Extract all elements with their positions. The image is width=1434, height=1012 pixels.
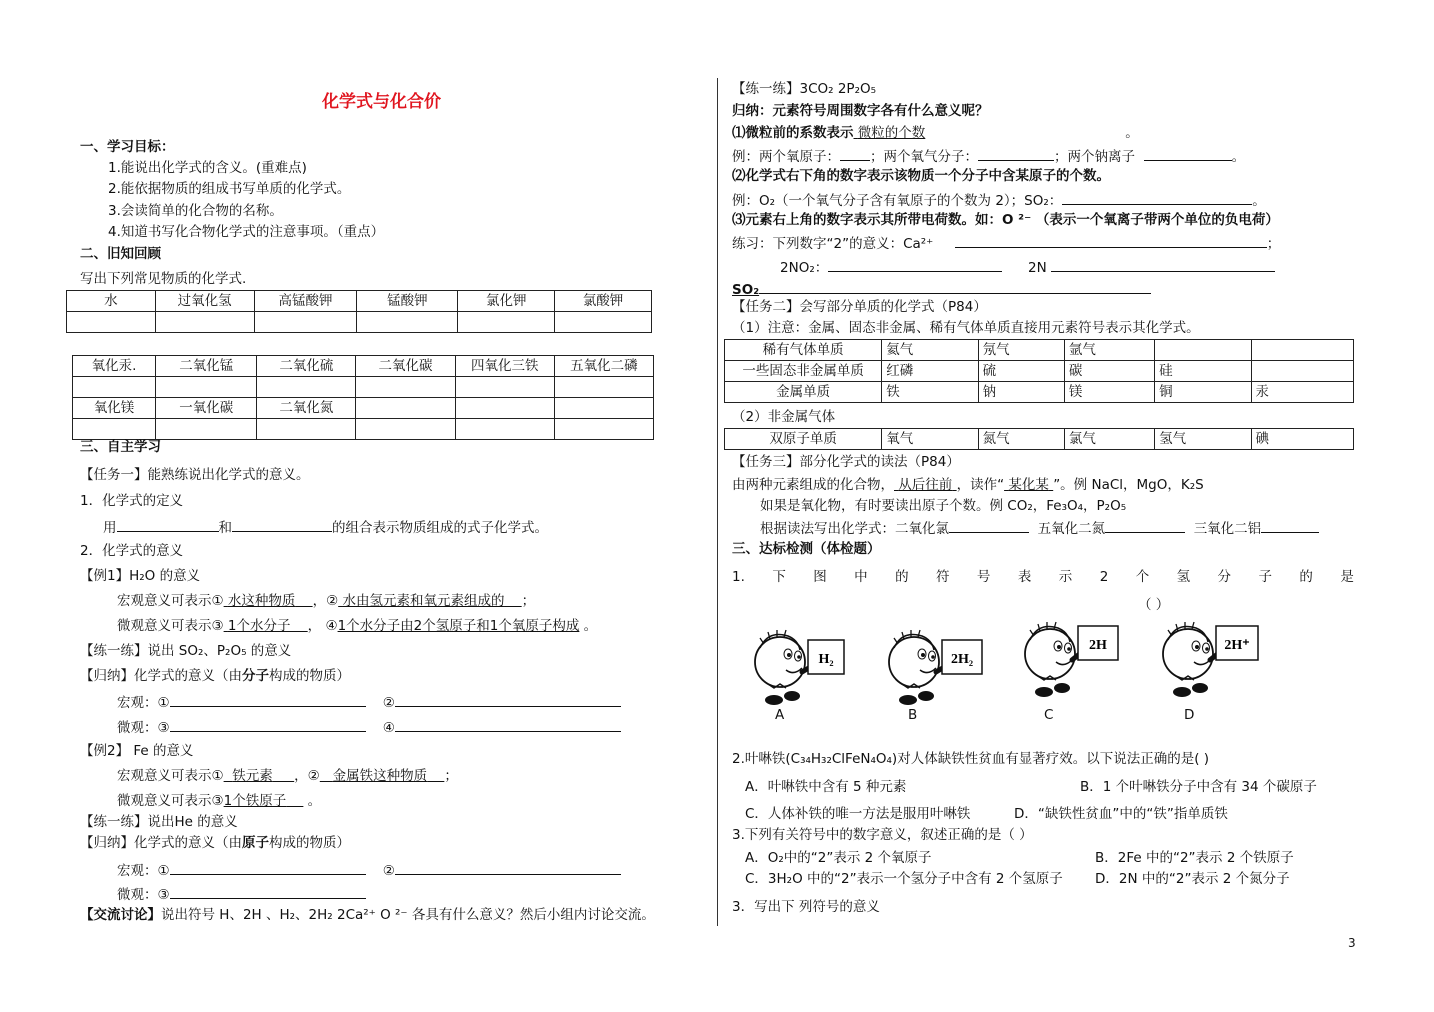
table-cell: 碘	[1251, 429, 1354, 450]
example-1-micro: 微观意义可表示③ 1个水分子 ， ④1个水分子由2个氢原子和1个氧原子构成 。	[117, 618, 598, 634]
goal-item: 4.知道书写化合物化学式的注意事项。（重点）	[108, 224, 385, 240]
table-cell: 氧化汞.	[73, 356, 156, 377]
figure-a-label: A	[775, 707, 785, 723]
table-cell: 氧气	[882, 429, 978, 450]
goal-item: 2.能依据物质的组成书写单质的化学式。	[108, 181, 351, 197]
answer-cell[interactable]	[455, 419, 554, 440]
answer-cell[interactable]	[554, 419, 653, 440]
cartoon-character-icon	[878, 620, 998, 720]
column-divider	[717, 78, 718, 926]
figure-b[interactable]	[878, 620, 998, 720]
blank[interactable]	[828, 257, 1002, 272]
table-cell: 氦气	[882, 340, 978, 361]
table-cell: 氧化镁	[73, 398, 156, 419]
table-cell: 氮气	[978, 429, 1064, 450]
section-2-heading: 二、旧知回顾	[80, 246, 161, 262]
blank[interactable]	[1105, 518, 1185, 533]
answer-cell[interactable]	[73, 419, 156, 440]
blank[interactable]	[955, 233, 1267, 248]
question-2-option-d[interactable]: D．“缺铁性贫血”中的“铁”指单质铁	[1014, 806, 1228, 822]
summary-2-micro: 微观：③	[117, 884, 366, 904]
answer-cell[interactable]	[73, 377, 156, 398]
table-cell: 稀有气体单质	[725, 340, 882, 361]
table-cell: 锰酸钾	[357, 291, 458, 312]
blank[interactable]	[1144, 146, 1232, 161]
table-cell	[1251, 361, 1354, 382]
answer-cell[interactable]	[458, 312, 555, 333]
table-cell	[1251, 340, 1354, 361]
rule-3-exercise: 练习：下列数字“2”的意义：Ca²⁺ ；	[732, 233, 1280, 253]
blank[interactable]	[978, 146, 1054, 161]
answer-cell[interactable]	[554, 377, 653, 398]
table-cell: 汞	[1251, 382, 1354, 403]
discussion: 【交流讨论】说出符号 H、2H 、H₂、2H₂ 2Ca²⁺ O ²⁻ 各具有什么意义？然后小组内讨论交流。	[80, 907, 655, 923]
blank[interactable]	[949, 518, 1029, 533]
table-cell: 水	[67, 291, 156, 312]
figure-a[interactable]	[744, 620, 864, 720]
table-cell: 氯气	[1064, 429, 1154, 450]
section-1-heading: 一、学习目标：	[80, 139, 175, 155]
gas-table	[724, 428, 1354, 450]
section-4-heading: 三、达标检测（体检题）	[732, 541, 881, 557]
goal-item: 1.能说出化学式的含义。(重难点)	[108, 160, 307, 176]
definition-heading: 1．化学式的定义	[80, 493, 184, 509]
blank[interactable]	[232, 517, 332, 532]
svg-text:2H⁺: 2H⁺	[1224, 638, 1250, 653]
table-cell: 一些固态非金属单质	[725, 361, 882, 382]
task-2: 【任务二】会写部分单质的化学式（P84）	[732, 299, 987, 315]
svg-text:H₂: H₂	[818, 652, 834, 667]
summary-2: 【归纳】化学式的意义（由原子构成的物质）	[80, 835, 350, 851]
blank[interactable]	[840, 146, 870, 161]
table-cell: 氯化钾	[458, 291, 555, 312]
elements-table	[724, 339, 1354, 403]
note-1: （1）注意：金属、固态非金属、稀有气体单质直接用元素符号表示其化学式。	[732, 320, 1200, 336]
question-3-option-a[interactable]: A．O₂中的“2”表示 2 个氧原子	[745, 850, 932, 866]
practice-1: 【练一练】说出 SO₂、P₂O₅ 的意义	[80, 643, 292, 659]
summary-1-micro: 微观：③ ④	[117, 717, 621, 737]
reading-rule: 由两种元素组成的化合物， 从后往前 ，读作“ 某化某 ”。例 NaCl，MgO，K₂S	[732, 477, 1204, 493]
page-number: 3	[1348, 936, 1356, 950]
example-2-micro: 微观意义可表示③1个铁原子 。	[117, 793, 322, 809]
goal-item: 3.会读简单的化合物的名称。	[108, 203, 283, 219]
table-cell: 红磷	[882, 361, 978, 382]
table-cell: 过氧化氢	[155, 291, 254, 312]
blank[interactable]	[759, 279, 1151, 294]
table-cell: 氩气	[1064, 340, 1154, 361]
question-3-option-d[interactable]: D．2N 中的“2”表示 2 个氮分子	[1095, 871, 1290, 887]
figure-b-label: B	[908, 707, 918, 723]
rule-3-so2: SO₂	[732, 279, 1151, 299]
blank[interactable]	[170, 884, 366, 899]
blank[interactable]	[1261, 518, 1319, 533]
rule-2-example: 例：O₂（一个氧气分子含有氧原子的个数为 2）；SO₂： 。	[732, 190, 1266, 210]
table-cell: 硅	[1155, 361, 1251, 382]
blank[interactable]	[170, 692, 366, 707]
table-cell: 一氧化碳	[156, 398, 257, 419]
question-3-option-b[interactable]: B．2Fe 中的“2”表示 2 个铁原子	[1095, 850, 1294, 866]
example-1: 【例1】H₂O 的意义	[80, 568, 201, 584]
question-1: 1. 下 图 中 的 符 号 表 示 2 个 氢 分 子 的 是	[732, 569, 1354, 585]
cartoon-character-icon	[1014, 612, 1139, 712]
answer-cell[interactable]	[156, 419, 257, 440]
question-4: 3．写出下 列符号的意义	[732, 899, 880, 915]
answer-cell[interactable]	[356, 419, 455, 440]
table-cell: 二氧化锰	[156, 356, 257, 377]
table-cell: 四氧化三铁	[455, 356, 554, 377]
summary-2-macro: 宏观：① ②	[117, 860, 621, 880]
figure-c[interactable]	[1014, 612, 1139, 712]
section-2-intro: 写出下列常见物质的化学式.	[80, 271, 247, 287]
blank[interactable]	[1051, 257, 1275, 272]
table-cell: 铁	[882, 382, 978, 403]
summary-3: 归纳：元素符号周围数字各有什么意义呢？	[732, 103, 989, 119]
table-cell: 双原子单质	[725, 429, 882, 450]
note-2: （2）非金属气体	[732, 409, 836, 425]
blank[interactable]	[395, 692, 621, 707]
answer-cell[interactable]	[257, 377, 356, 398]
page-title: 化学式与化合价	[322, 92, 441, 112]
figure-c-label: C	[1044, 707, 1054, 723]
table-cell: 二氧化碳	[356, 356, 455, 377]
summary-1-macro: 宏观：① ②	[117, 692, 621, 712]
figure-d-label: D	[1184, 707, 1195, 723]
svg-text:2H: 2H	[1089, 638, 1107, 653]
table-cell: 氯酸钾	[555, 291, 652, 312]
blank[interactable]	[395, 860, 621, 875]
example-2: 【例2】 Fe 的意义	[80, 743, 194, 759]
answer-cell[interactable]	[357, 312, 458, 333]
blank[interactable]	[395, 717, 621, 732]
svg-text:2H₂: 2H₂	[950, 652, 974, 667]
rule-3: ⑶元素右上角的数字表示其所带电荷数。如：O ²⁻ （表示一个氧离子带两个单位的负电荷）	[732, 212, 1279, 228]
question-2: 2.叶啉铁(C₃₄H₃₂ClFeN₄O₄)对人体缺铁性贫血有显著疗效。以下说法正确的是( )	[732, 751, 1210, 767]
question-3: 3.下列有关符号中的数字意义，叙述正确的是（ ）	[732, 827, 1033, 843]
table-cell: 钠	[978, 382, 1064, 403]
blank[interactable]	[170, 860, 366, 875]
blank[interactable]	[117, 517, 219, 532]
table-cell	[455, 398, 554, 419]
answer-cell[interactable]	[356, 377, 455, 398]
summary-1: 【归纳】化学式的意义（由分子构成的物质）	[80, 668, 350, 684]
table-cell: 硫	[978, 361, 1064, 382]
rule-3-no2: 2NO₂： 2N	[780, 257, 1275, 277]
table-cell: 氖气	[978, 340, 1064, 361]
practice-3: 【练一练】3CO₂ 2P₂O₅	[732, 81, 877, 97]
answer-cell[interactable]	[257, 419, 356, 440]
table-cell	[356, 398, 455, 419]
reading-oxide: 如果是氧化物，有时要读出原子个数。例 CO₂，Fe₃O₄，P₂O₅	[760, 498, 1127, 514]
cartoon-character-icon	[744, 620, 864, 720]
answer-cell[interactable]	[67, 312, 156, 333]
question-2-option-a[interactable]: A．叶啉铁中含有 5 种元素	[745, 779, 907, 795]
table-cell	[1155, 340, 1251, 361]
section-3-heading: 三、自主学习	[80, 439, 161, 455]
task-1: 【任务一】能熟练说出化学式的意义。	[80, 467, 310, 483]
meaning-heading: 2．化学式的意义	[80, 543, 184, 559]
table-cell: 氢气	[1155, 429, 1251, 450]
practice-2: 【练一练】说出He 的意义	[80, 814, 238, 830]
table-cell: 五氧化二磷	[554, 356, 653, 377]
table-cell	[554, 398, 653, 419]
answer-cell[interactable]	[555, 312, 652, 333]
table-cell: 铜	[1155, 382, 1251, 403]
formula-table-2	[72, 355, 654, 440]
example-2-macro: 宏观意义可表示① 铁元素 ，② 金属铁这种物质 ；	[117, 768, 458, 784]
table-cell: 镁	[1064, 382, 1154, 403]
rule-2: ⑵化学式右下角的数字表示该物质一个分子中含某原子的个数。	[732, 168, 1110, 184]
formula-table-1	[66, 290, 652, 333]
definition-line: 用 和 的组合表示物质组成的式子化学式。	[103, 517, 548, 537]
question-2-option-c[interactable]: C．人体补铁的唯一方法是服用叶啉铁	[745, 806, 971, 822]
question-2-option-b[interactable]: B．1 个叶啉铁分子中含有 34 个碳原子	[1080, 779, 1317, 795]
example-1-macro: 宏观意义可表示① 水这种物质 ，② 水由氢元素和氧元素组成的 ；	[117, 593, 536, 609]
table-cell: 碳	[1064, 361, 1154, 382]
rule-1: ⑴微粒前的系数表示 微粒的个数 。	[732, 125, 1139, 141]
blank[interactable]	[170, 717, 366, 732]
answer-cell[interactable]	[455, 377, 554, 398]
answer-cell[interactable]	[155, 312, 254, 333]
blank[interactable]	[1062, 190, 1252, 205]
figure-d[interactable]	[1152, 612, 1277, 712]
question-3-option-c[interactable]: C．3H₂O 中的“2”表示一个氢分子中含有 2 个氢原子	[745, 871, 1063, 887]
table-cell: 二氧化硫	[257, 356, 356, 377]
reading-exercise: 根据读法写出化学式：二氧化氯 五氧化二氮 三氧化二铝	[760, 518, 1319, 538]
table-cell: 高锰酸钾	[254, 291, 357, 312]
task-3: 【任务三】部分化学式的读法（P84）	[732, 454, 960, 470]
table-cell: 金属单质	[725, 382, 882, 403]
rule-1-example: 例：两个氧原子： ；两个氧气分子： ；两个钠离子 。	[732, 146, 1245, 166]
answer-cell[interactable]	[254, 312, 357, 333]
cartoon-character-icon	[1152, 612, 1277, 712]
table-cell: 二氧化氮	[257, 398, 356, 419]
question-1-answer-paren[interactable]: （ ）	[1138, 597, 1170, 613]
answer-cell[interactable]	[156, 377, 257, 398]
